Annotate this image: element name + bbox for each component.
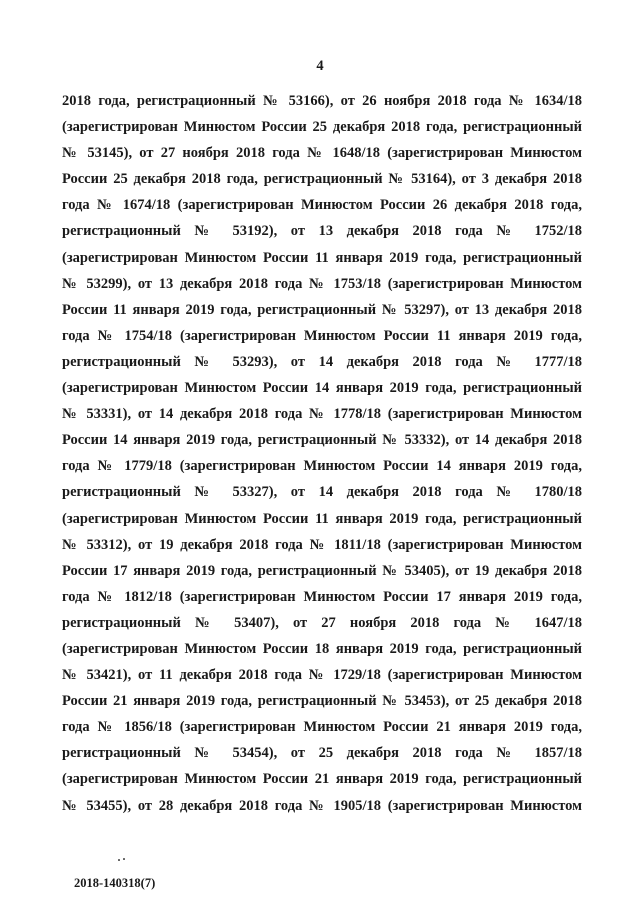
text-line: (зарегистрирован Минюстом России 11 января 2019 года, регистрационный	[62, 249, 582, 266]
text-line: (зарегистрирован Минюстом России 21 января 2019 года, регистрационный	[62, 771, 582, 788]
text-line: года № 1812/18 (зарегистрирован Минюстом России 17 января 2019 года,	[62, 588, 582, 605]
text-line: года № 1674/18 (зарегистрирован Минюстом России 26 декабря 2018 года,	[62, 197, 582, 214]
text-line: № 53331), от 14 декабря 2018 года № 1778/18 (зарегистрирован Минюстом	[62, 406, 582, 423]
text-line: (зарегистрирован Минюстом России 18 января 2019 года, регистрационный	[62, 640, 582, 657]
scan-speck	[118, 858, 126, 861]
text-line: № 53299), от 13 декабря 2018 года № 1753/18 (зарегистрирован Минюстом	[62, 275, 582, 292]
text-line: № 53455), от 28 декабря 2018 года № 1905/18 (зарегистрирован Минюстом	[62, 797, 582, 814]
text-line: России 11 января 2019 года, регистрационный № 53297), от 13 декабря 2018	[62, 301, 582, 318]
text-line: регистрационный № 53293), от 14 декабря 2018 года № 1777/18	[62, 353, 582, 370]
text-line: (зарегистрирован Минюстом России 11 января 2019 года, регистрационный	[62, 510, 582, 527]
body-text	[62, 88, 582, 819]
text-line: России 21 января 2019 года, регистрационный № 53453), от 25 декабря 2018	[62, 693, 582, 710]
text-line: № 53421), от 11 декабря 2018 года № 1729/18 (зарегистрирован Минюстом	[62, 667, 582, 684]
text-line: регистрационный № 53327), от 14 декабря 2018 года № 1780/18	[62, 484, 582, 501]
footer-document-id: 2018-140318(7)	[74, 876, 156, 890]
text-line: России 14 января 2019 года, регистрационный № 53332), от 14 декабря 2018	[62, 432, 582, 449]
text-line: 2018 года, регистрационный № 53166), от 26 ноября 2018 года № 1634/18	[62, 93, 582, 109]
text-line: (зарегистрирован Минюстом России 25 декабря 2018 года, регистрационный	[62, 119, 582, 136]
text-line: (зарегистрирован Минюстом России 14 января 2019 года, регистрационный	[62, 380, 582, 397]
text-line: регистрационный № 53407), от 27 ноября 2018 года № 1647/18	[62, 614, 582, 631]
text-line: России 17 января 2019 года, регистрационный № 53405), от 19 декабря 2018	[62, 562, 582, 579]
text-line: года № 1754/18 (зарегистрирован Минюстом России 11 января 2019 года,	[62, 327, 582, 344]
text-line: года № 1856/18 (зарегистрирован Минюстом России 21 января 2019 года,	[62, 719, 582, 736]
text-line: регистрационный № 53454), от 25 декабря 2018 года № 1857/18	[62, 745, 582, 762]
text-line: регистрационный № 53192), от 13 декабря 2018 года № 1752/18	[62, 223, 582, 240]
text-line: года № 1779/18 (зарегистрирован Минюстом России 14 января 2019 года,	[62, 458, 582, 475]
text-line: № 53312), от 19 декабря 2018 года № 1811/18 (зарегистрирован Минюстом	[62, 536, 582, 553]
text-line: № 53145), от 27 ноября 2018 года № 1648/18 (зарегистрирован Минюстом	[62, 145, 582, 162]
page-number: 4	[316, 58, 324, 74]
text-line: России 25 декабря 2018 года, регистрационный № 53164), от 3 декабря 2018	[62, 171, 582, 188]
